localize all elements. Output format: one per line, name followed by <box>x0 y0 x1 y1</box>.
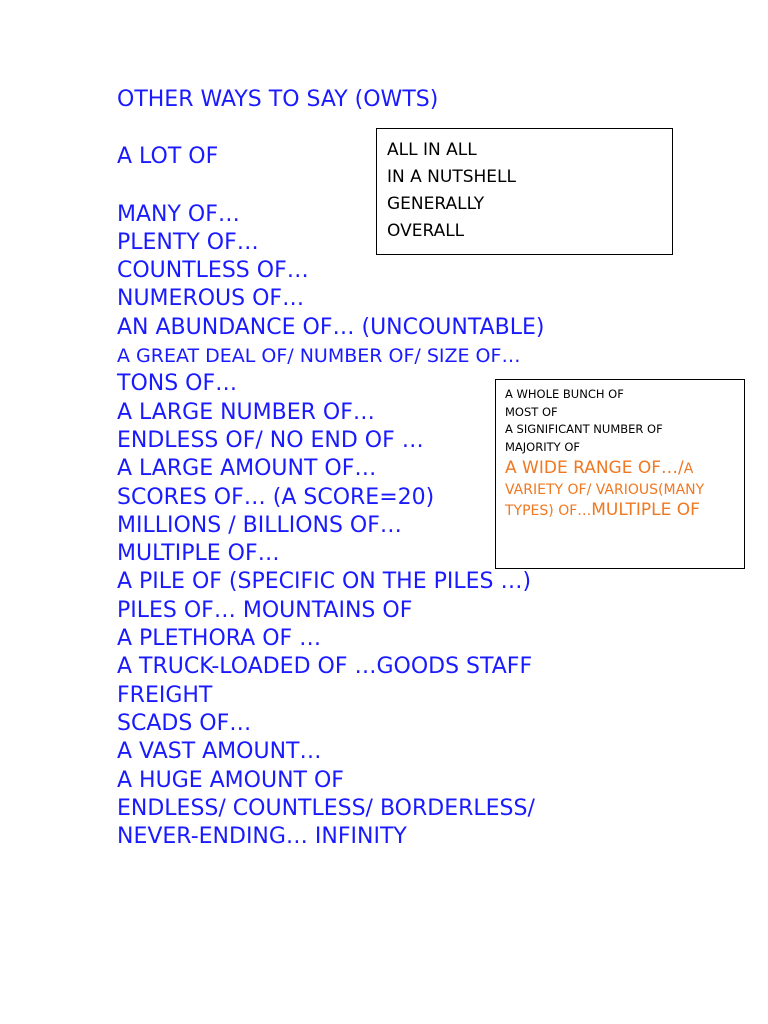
box-line: ALL IN ALL <box>387 140 477 160</box>
list-item: NUMEROUS OF… <box>117 286 305 312</box>
list-item: PILES OF… MOUNTAINS OF <box>117 597 413 623</box>
list-item: COUNTLESS OF… <box>117 258 309 284</box>
page-title: OTHER WAYS TO SAY (OWTS) <box>117 87 439 112</box>
list-item: ENDLESS OF/ NO END OF … <box>117 427 424 453</box>
list-item: ENDLESS/ COUNTLESS/ BORDERLESS/ <box>117 795 535 821</box>
list-item: A PILE OF (SPECIFIC ON THE PILES …) <box>117 569 532 595</box>
list-item: AN ABUNDANCE OF… (UNCOUNTABLE) <box>117 314 545 340</box>
highlight-phrase: MULTIPLE OF <box>591 500 700 520</box>
list-item: SCORES OF… (A SCORE=20) <box>117 484 435 510</box>
box-line: IN A NUTSHELL <box>387 167 516 187</box>
list-item: SCADS OF… <box>117 710 252 736</box>
list-item: A HUGE AMOUNT OF <box>117 767 344 793</box>
box-line: MOST OF <box>505 404 558 419</box>
list-item: MULTIPLE OF… <box>117 541 280 567</box>
box-line: GENERALLY <box>387 194 485 214</box>
list-item: A LARGE AMOUNT OF… <box>117 456 377 482</box>
box-line: MAJORITY OF <box>505 439 580 454</box>
highlight-phrase: A WIDE RANGE OF…/ <box>505 458 684 478</box>
list-item: A VAST AMOUNT… <box>117 739 322 765</box>
list-item: A PLETHORA OF … <box>117 626 322 652</box>
highlight-phrase: A VARIETY OF/ VARIOUS(MANY TYPES) OF… <box>505 461 705 519</box>
list-item: MANY OF… <box>117 201 240 227</box>
list-item: A TRUCK-LOADED OF …GOODS STAFF <box>117 654 533 680</box>
list-item: MILLIONS / BILLIONS OF… <box>117 512 402 538</box>
box-line: A SIGNIFICANT NUMBER OF <box>505 422 663 436</box>
list-item: NEVER-ENDING… INFINITY <box>117 824 407 850</box>
box-line: A WHOLE BUNCH OF <box>505 387 624 401</box>
section-heading: A LOT OF <box>117 144 219 170</box>
list-item: TONS OF… <box>117 371 238 397</box>
list-item: PLENTY OF… <box>117 229 259 255</box>
list-item: A GREAT DEAL OF/ NUMBER OF/ SIZE OF… <box>117 345 521 368</box>
list-item: A LARGE NUMBER OF… <box>117 399 375 425</box>
list-item: FREIGHT <box>117 682 213 708</box>
highlighted-phrases <box>505 458 735 521</box>
quantity-phrases-box <box>495 379 745 569</box>
summary-phrases-box <box>376 128 673 255</box>
box-line: OVERALL <box>387 221 465 241</box>
